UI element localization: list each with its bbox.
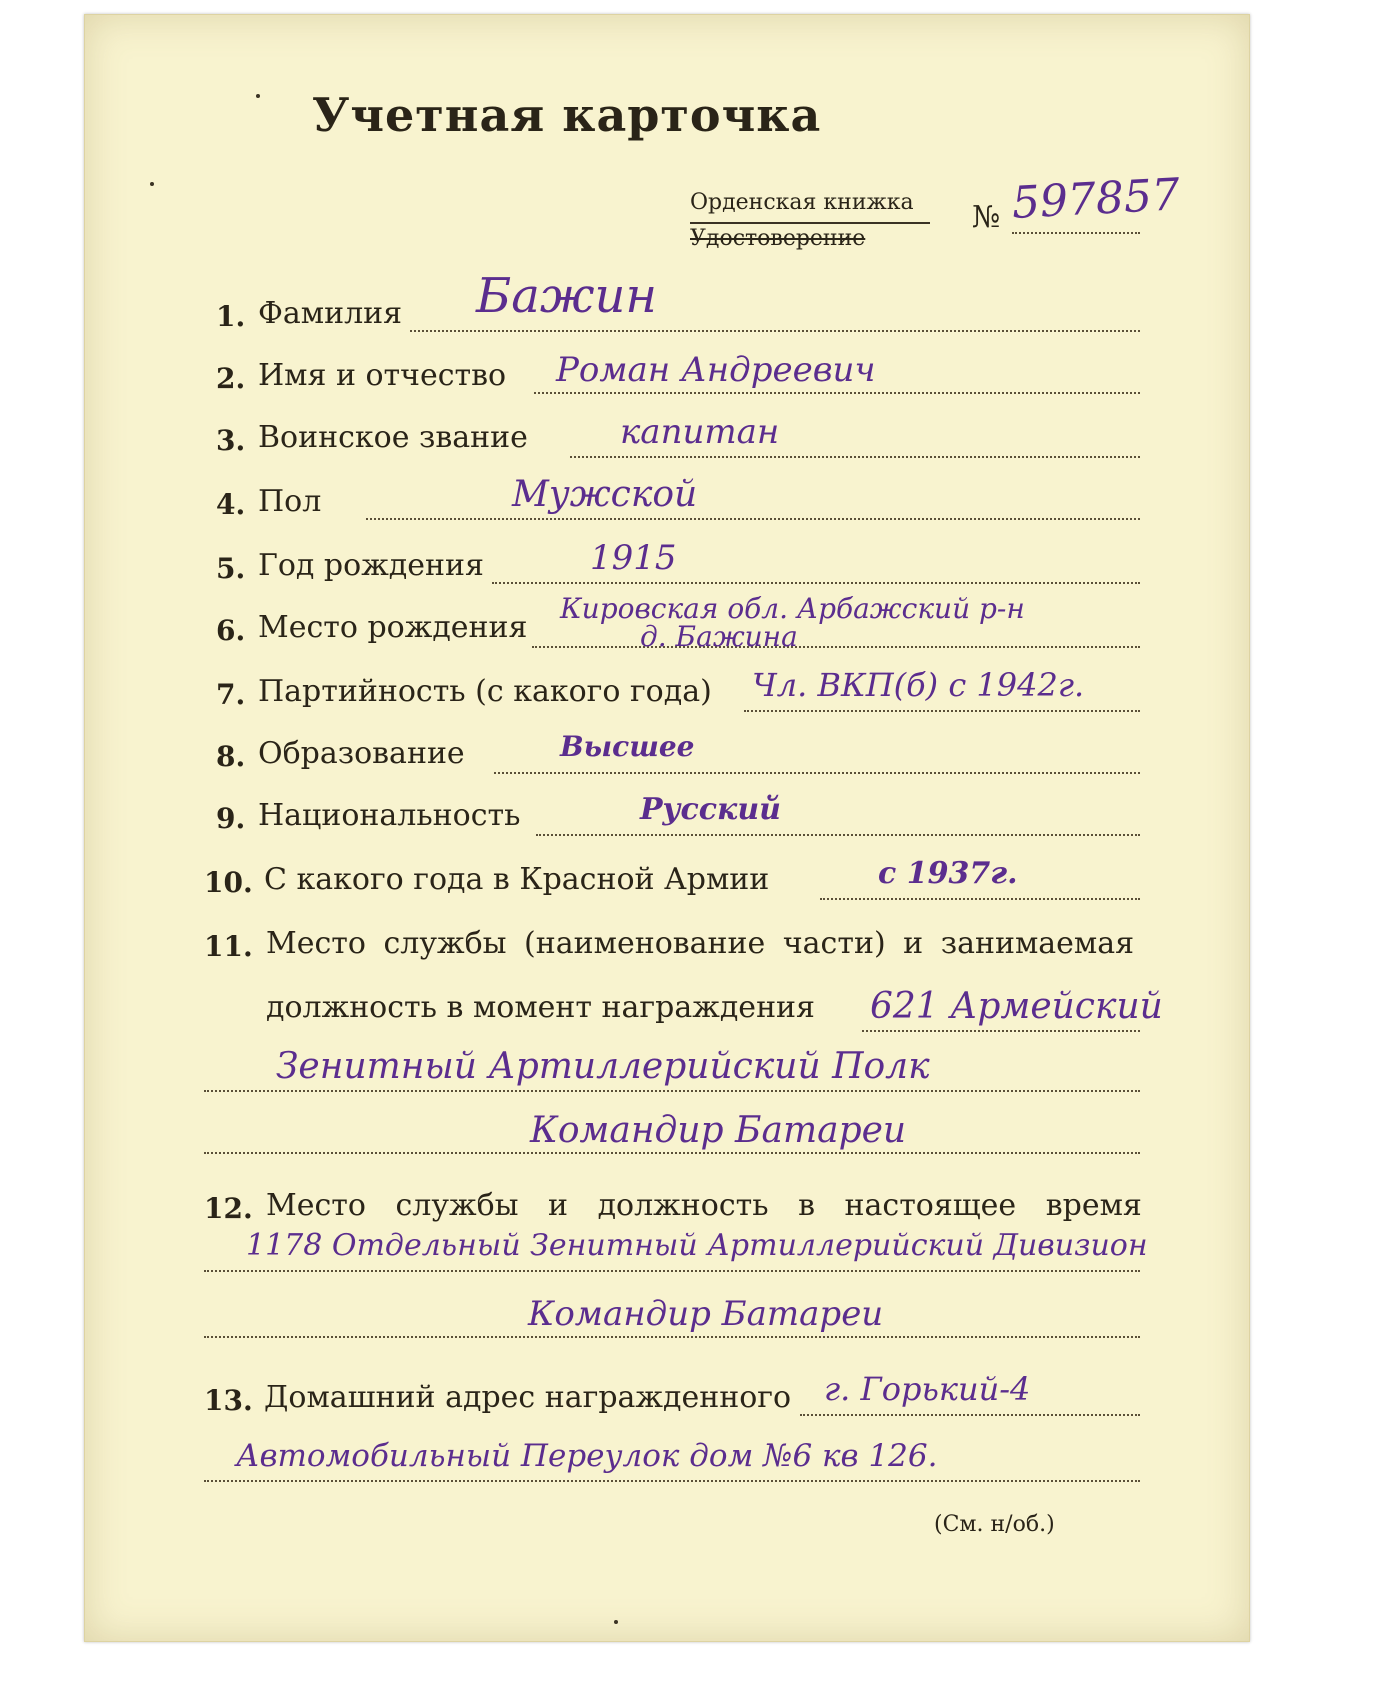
field-3-value: капитан: [620, 412, 780, 452]
field-11-label: Место службы (наименование части) и занимаемая: [266, 926, 1135, 961]
field-4-value: Мужской: [512, 474, 698, 515]
field-6-value-line1: Кировская обл. Арбажский р-н: [560, 592, 1025, 625]
field-11-line2: [204, 1090, 1140, 1092]
certificate-label-struck: Удостоверение: [690, 226, 866, 251]
field-12-value-line1: 1178 Отдельный Зенитный Артиллерийский Дивизион: [246, 1228, 1148, 1263]
number-sign: №: [972, 200, 1001, 235]
field-7-line: [744, 710, 1140, 712]
field-13-value-line1: г. Горький-4: [824, 1370, 1031, 1408]
field-10-value: с 1937г.: [878, 856, 1018, 891]
field-8-label: Образование: [258, 736, 465, 771]
field-3-label: Воинское звание: [258, 420, 528, 455]
field-1-line: [410, 330, 1140, 332]
field-10-number: 10.: [204, 866, 253, 899]
field-2-value: Роман Андреевич: [556, 350, 876, 390]
field-11-label-line2: должность в момент награждения: [266, 990, 815, 1025]
field-12-line1: [204, 1270, 1140, 1272]
field-7-value: Чл. ВКП(б) с 1942г.: [752, 666, 1085, 704]
field-3-line: [570, 456, 1140, 458]
field-13-value-line2: Автомобильный Переулок дом №6 кв 126.: [236, 1438, 938, 1474]
field-2-label: Имя и отчество: [258, 358, 507, 393]
field-8-value: Высшее: [560, 730, 695, 763]
card-title: Учетная карточка: [312, 88, 822, 142]
field-13-label: Домашний адрес награжденного: [264, 1380, 792, 1415]
field-5-label: Год рождения: [258, 548, 484, 583]
field-8-line: [494, 772, 1140, 774]
field-5-line: [492, 582, 1140, 584]
field-1-value: Бажин: [476, 268, 657, 324]
field-9-value: Русский: [640, 792, 781, 827]
field-6-value-line2: д. Бажина: [640, 620, 798, 653]
field-9-number: 9.: [216, 802, 246, 835]
field-6-number: 6.: [216, 614, 246, 647]
paper-speck: [150, 182, 154, 186]
field-3-number: 3.: [216, 424, 246, 457]
field-13-line1: [800, 1414, 1140, 1416]
field-11-value-line3: Командир Батареи: [530, 1110, 907, 1151]
field-12-number: 12.: [204, 1192, 253, 1225]
field-4-line: [366, 518, 1140, 520]
field-11-line3: [204, 1152, 1140, 1154]
order-book-label: Орденская книжка: [690, 190, 914, 215]
field-9-line: [536, 834, 1140, 836]
field-12-line2: [204, 1336, 1140, 1338]
field-8-number: 8.: [216, 740, 246, 773]
field-10-label: С какого года в Красной Армии: [264, 862, 770, 897]
field-11-value-line2: Зенитный Артиллерийский Полк: [276, 1046, 930, 1087]
field-10-line: [820, 898, 1140, 900]
field-6-label: Место рождения: [258, 610, 528, 645]
field-7-label: Партийность (с какого года): [258, 674, 712, 709]
field-12-label: Место службы и должность в настоящее время: [266, 1188, 1142, 1223]
field-11-line1: [862, 1030, 1140, 1032]
field-11-value-line1: 621 Армейский: [870, 986, 1163, 1027]
order-book-number: 597857: [1010, 169, 1182, 229]
paper-speck: [614, 1620, 618, 1624]
field-11-number: 11.: [204, 930, 253, 963]
see-reverse-note: (См. н/об.): [934, 1512, 1055, 1537]
field-9-label: Национальность: [258, 798, 521, 833]
field-13-line2: [204, 1480, 1140, 1482]
field-7-number: 7.: [216, 678, 246, 711]
field-1-number: 1.: [216, 300, 246, 333]
field-12-value-line2: Командир Батареи: [528, 1294, 884, 1334]
number-dots: [1012, 232, 1140, 234]
paper-speck: [256, 94, 260, 98]
field-6-line: [532, 646, 1140, 648]
field-5-value: 1915: [590, 538, 677, 578]
field-2-line: [534, 392, 1140, 394]
field-1-label: Фамилия: [258, 296, 403, 331]
field-4-label: Пол: [258, 484, 322, 519]
field-5-number: 5.: [216, 552, 246, 585]
field-13-number: 13.: [204, 1384, 253, 1417]
doc-type-underline: [690, 222, 930, 224]
field-4-number: 4.: [216, 488, 246, 521]
field-2-number: 2.: [216, 362, 246, 395]
